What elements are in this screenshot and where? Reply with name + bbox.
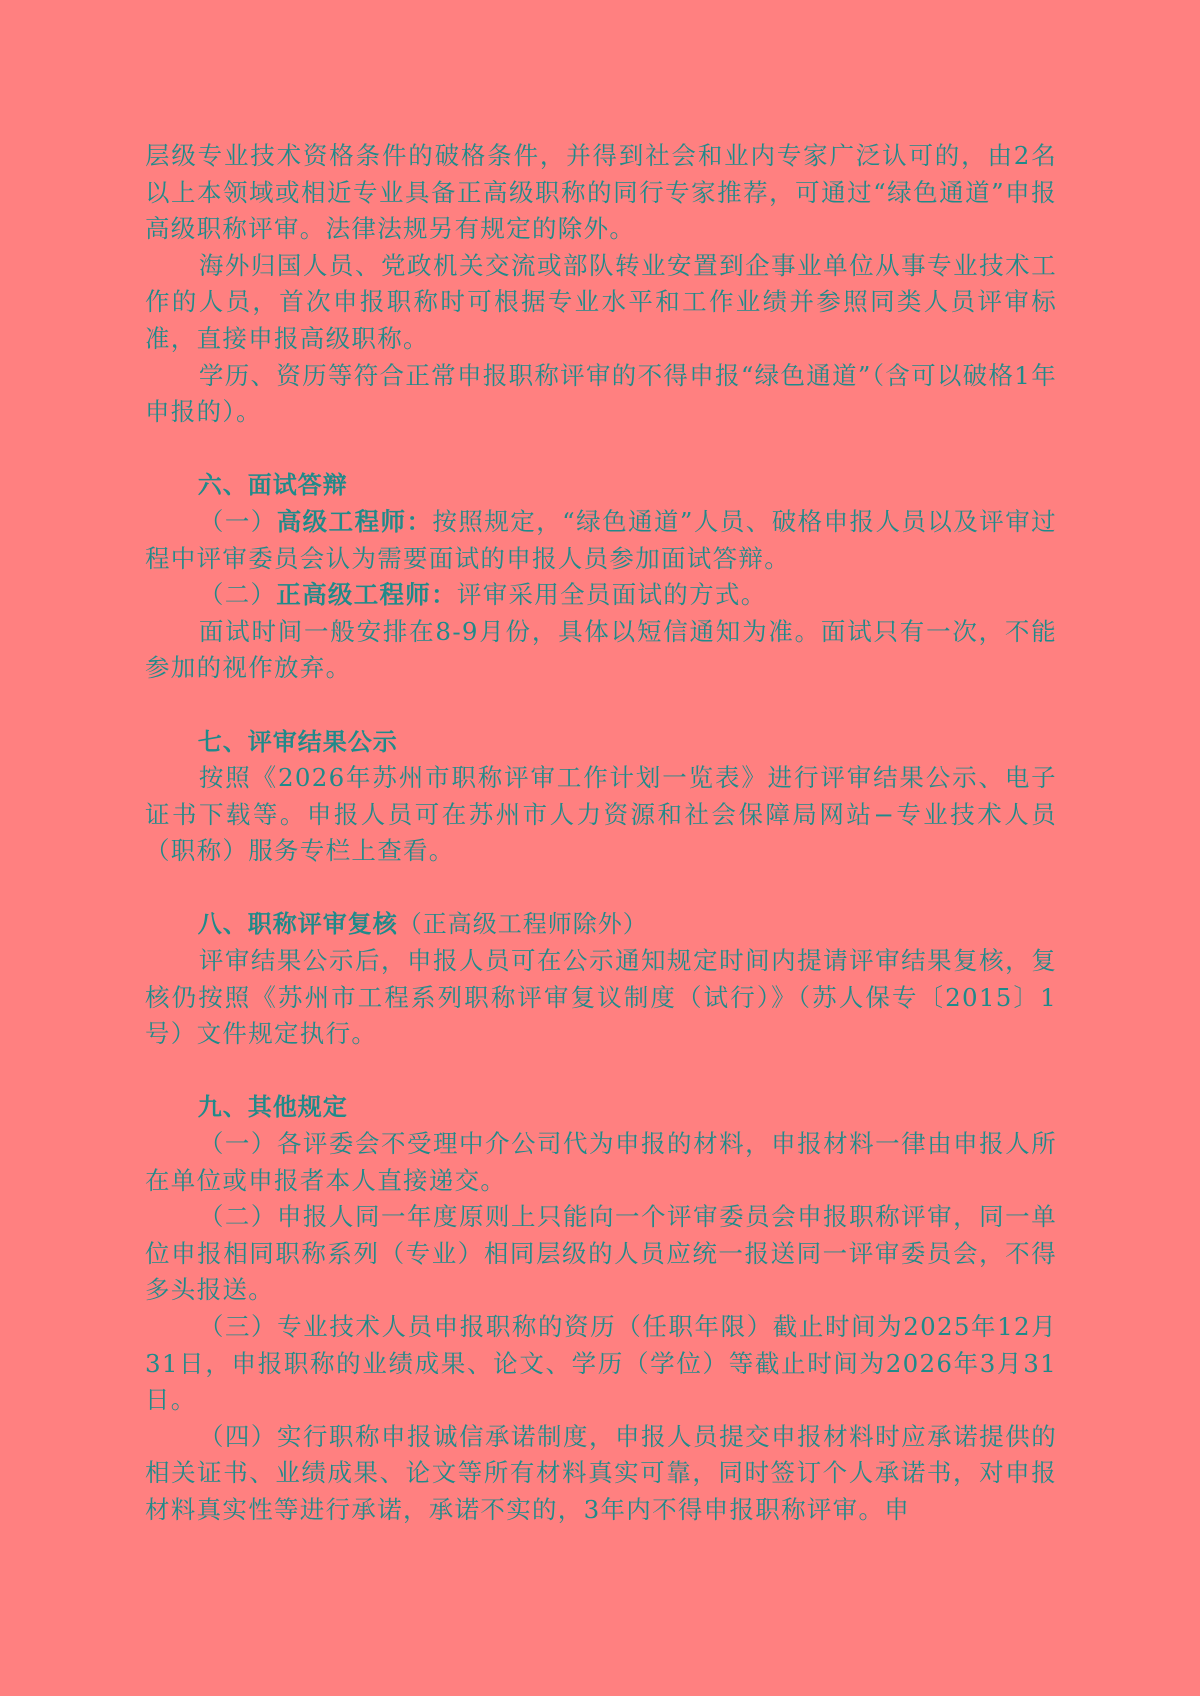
item-prefix: （一） (198, 506, 277, 536)
other-item-4: （四）实行职称申报诚信承诺制度，申报人员提交申报材料时应承诺提供的相关证书、业绩成果、论文等所有材料真实可靠，同时签订个人承诺书，对申报材料真实性等进行承诺，承诺不实的，3年内不得申报职称评审。申 (145, 1421, 1057, 1524)
section-gap (145, 1053, 1057, 1090)
item-text: 评审采用全员面试的方式。 (456, 580, 767, 610)
review-heading-title: 八、职称评审复核 (197, 910, 398, 939)
paragraph-returnees: 海外归国人员、党政机关交流或部队转业安置到企事业单位从事专业技术工作的人员，首次申报职称时可根据专业水平和工作业绩并参照同类人员评审标准，直接申报高级职称。 (145, 250, 1057, 353)
review-heading-note: （正高级工程师除外） (397, 910, 648, 939)
item-label-senior-engineer: 高级工程师： (276, 506, 433, 536)
item-label-professor-engineer: 正高级工程师： (276, 580, 457, 610)
paragraph-eligibility: 学历、资历等符合正常申报职称评审的不得申报“绿色通道”（含可以破格1年申报的）。 (145, 360, 1057, 427)
section-gap (145, 687, 1057, 724)
document-page (145, 138, 1057, 1529)
other-item-3: （三）专业技术人员申报职称的资历（任职年限）截止时间为2025年12月31日，申报职称的业绩成果、论文、学历（学位）等截止时间为2026年3月31日。 (145, 1312, 1057, 1415)
review-text: 评审结果公示后，申报人员可在公示通知规定时间内提请评审结果复核，复核仍按照《苏州市工程系列职称评审复议制度（试行）》（苏人保专〔2015〕1号）文件规定执行。 (145, 946, 1057, 1049)
section-heading-interview: 六、面试答辩 (197, 471, 348, 500)
interview-item-professor (145, 577, 1057, 614)
section-heading-other: 九、其他规定 (197, 1093, 348, 1122)
paragraph-green-channel: 层级专业技术资格条件的破格条件，并得到社会和业内专家广泛认可的，由2名以上本领域或相近专业具备正高级职称的同行专家推荐，可通过“绿色通道”申报高级职称评审。法律法规另有规定的除外。 (145, 141, 1057, 244)
section-heading-review (145, 906, 1057, 943)
interview-note: 面试时间一般安排在8-9月份，具体以短信通知为准。面试只有一次，不能参加的视作放弃。 (145, 616, 1057, 683)
section-gap (145, 431, 1057, 468)
other-item-1: （一）各评委会不受理中介公司代为申报的材料，申报材料一律由申报人所在单位或申报者本人直接递交。 (145, 1129, 1057, 1195)
interview-item-senior (145, 504, 1057, 577)
results-text: 按照《2026年苏州市职称评审工作计划一览表》进行评审结果公示、电子证书下载等。申报人员可在苏州市人力资源和社会保障局网站−专业技术人员（职称）服务专栏上查看。 (145, 763, 1057, 866)
other-item-2: （二）申报人同一年度原则上只能向一个评审委员会申报职称评审，同一单位申报相同职称系列（专业）相同层级的人员应统一报送同一评审委员会，不得多头报送。 (145, 1202, 1057, 1305)
item-text: 按照规定，“绿色通道”人员、破格申报人员以及评审过程中评审委员会认为需要面试的申报人员参加面试答辩。 (145, 506, 1057, 573)
section-heading-results: 七、评审结果公示 (197, 727, 398, 756)
item-prefix: （二） (198, 580, 277, 610)
section-gap (145, 870, 1057, 907)
